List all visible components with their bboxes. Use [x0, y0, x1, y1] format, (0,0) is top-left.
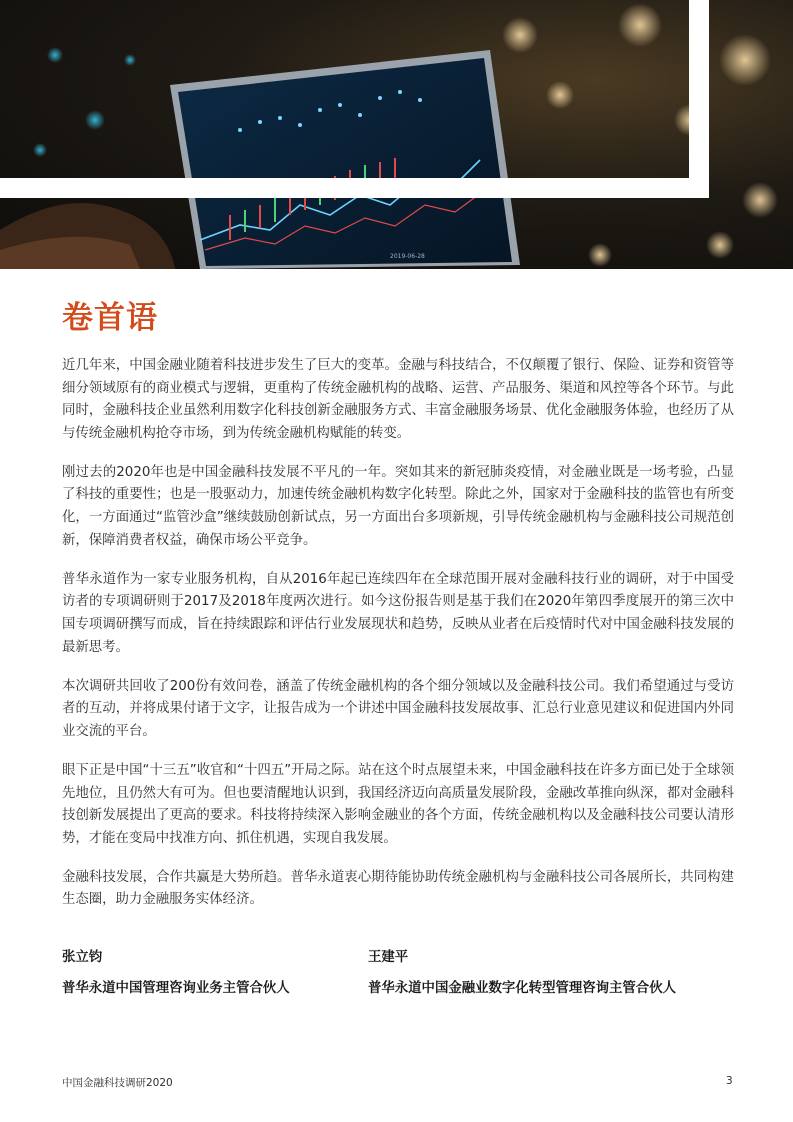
signatory-name: 王建平: [368, 950, 409, 965]
paragraph: 金融科技发展，合作共赢是大势所趋。普华永道衷心期待能协助传统金融机构与金融科技公司各展所长，共同构建生态圈，助力金融服务实体经济。: [62, 869, 734, 908]
paragraph: 近几年来，中国金融业随着科技进步发生了巨大的变革。金融与科技结合，不仅颠覆了银行、保险、证券和资管等细分领域原有的商业模式与逻辑，更重构了传统金融机构的战略、运营、产品服务、渠道和风控等各个环节。与此同时，金融科技企业虽然利用数字化科技创新金融服务方式、丰富金融服务场景、优化金融服务体验，也经历了从与传统金融机构抢夺市场，到为传统金融机构赋能的转变。: [62, 358, 734, 441]
signature-block: [368, 946, 676, 996]
paragraph: 普华永道作为一家专业服务机构，自从2016年起已连续四年在全球范围开展对金融科技行业的调研，对于中国受访者的专项调研则于2017及2018年度两次进行。如今这份报告则是基于我们在2020年第四季度展开的第三次中国专项调研撰写而成，旨在持续跟踪和评估行业发展现状和趋势，反映从业者在后疫情时代对中国金融科技发展的最新思考。: [62, 571, 734, 655]
signature-block: [62, 946, 290, 996]
footer-report-title: 中国金融科技调研2020: [62, 1077, 173, 1089]
paragraph: 刚过去的2020年也是中国金融科技发展不平凡的一年。突如其来的新冠肺炎疫情，对金融业既是一场考验，凸显了科技的重要性；也是一股驱动力，加速传统金融机构数字化转型。除此之外，国家对于金融科技的监管也有所变化，一方面通过“监管沙盒”继续鼓励创新试点，另一方面出台多项新规，引导传统金融机构与金融科技公司规范创新，保障消费者权益，确保市场公平竞争。: [62, 464, 734, 548]
hero-image: [0, 0, 793, 269]
signatory-name: 张立钧: [62, 950, 103, 965]
signatory-role: 普华永道中国管理咨询业务主管合伙人: [62, 981, 290, 996]
page-number: 3: [726, 1075, 733, 1087]
screen-date-label: 2019-06-28: [390, 253, 425, 260]
paragraph: 本次调研共回收了200份有效问卷，涵盖了传统金融机构的各个细分领域以及金融科技公司。我们希望通过与受访者的互动，并将成果付诸于文字，让报告成为一个讲述中国金融科技发展故事、汇总行业意见建议和促进国内外同业交流的平台。: [62, 678, 734, 739]
paragraph: 眼下正是中国“十三五”收官和“十四五”开局之际。站在这个时点展望未来，中国金融科技在许多方面已处于全球领先地位，且仍然大有可为。但也要清醒地认识到，我国经济迈向高质量发展阶段，金融改革推向纵深，都对金融科技创新发展提出了更高的要求。科技将持续深入影响金融业的各个方面，传统金融机构以及金融科技公司要认清形势，才能在变局中找准方向、抓住机遇，实现自我发展。: [62, 762, 734, 846]
signatory-role: 普华永道中国金融业数字化转型管理咨询主管合伙人: [368, 981, 676, 996]
hero-frame: [0, 0, 709, 198]
page-title: 卷首语: [62, 300, 158, 336]
foreword-body: [62, 355, 734, 928]
